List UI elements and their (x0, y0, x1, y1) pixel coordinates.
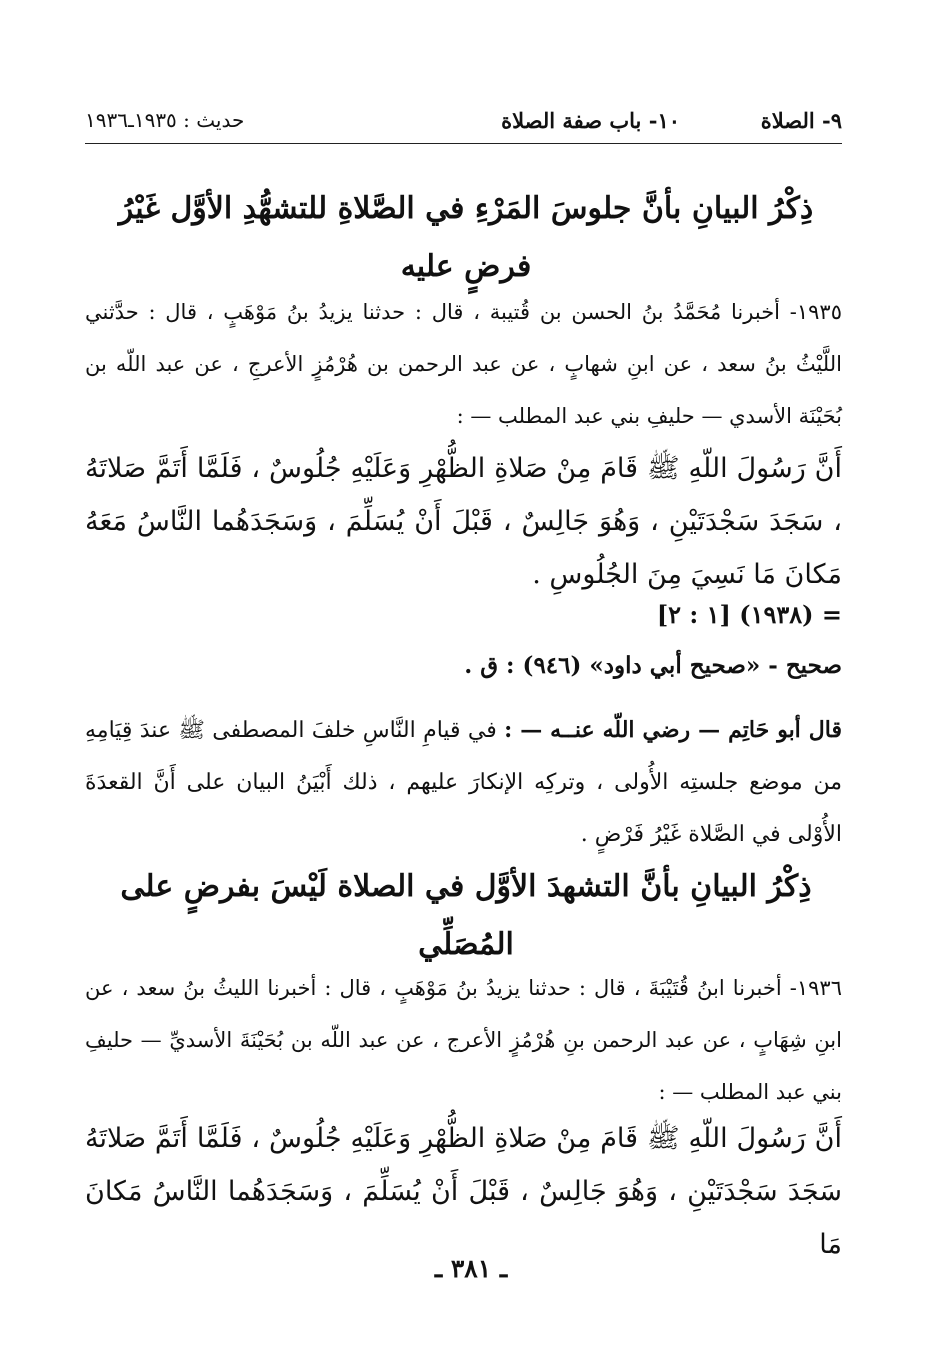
hadith-1936-matn: أَنَّ رَسُولَ اللّهِ ﷺ قَامَ مِنْ صَلاةِ الظُّهْرِ وَعَلَيْهِ جُلُوسٌ ، فَلَمَّا أَتَمَّ صَلاتَهُ سَجَدَ سَجْدَتَيْنِ ، وَهُوَ جَالِسٌ ، قَبْلَ أَنْ يُسَلِّمَ ، وَسَجَدَهُما النَّاسُ مَكانَ مَا (85, 1123, 842, 1260)
hadith-grading: صحيح - «صحيح أبي داود» (٩٤٦) : ق . (464, 652, 842, 679)
commentary-lead: قال أبو حَاتِم — رضي اللّه عنــه — : (504, 717, 842, 743)
header-chapter-title: ١٠- باب صفة الصلاة (501, 108, 680, 133)
hadith-1935-matn: أَنَّ رَسُولَ اللّهِ ﷺ قَامَ مِنْ صَلاةِ الظُّهْرِ وَعَلَيْهِ جُلُوسٌ ، فَلَمَّا أَتَمَّ صَلاتَهُ ، سَجَدَ سَجْدَتَيْنِ ، وَهُوَ جَالِسٌ ، قَبْلَ أَنْ يُسَلِّمَ ، وَسَجَدَهُما النَّاسُ مَعَهُ مَكانَ مَا نَسِيَ مِنَ الجُلُوسِ . (85, 453, 842, 590)
commentary-text: في قيامِ النَّاسِ خلفَ المصطفى ﷺ عندَ قِيَامِهِ من موضع جلستِه الأُولى ، وتركِه الإنكارَ عليهم ، ذلك أَبْيَنُ البيان على أَنَّ القعدَةَ الأُوْلى في الصَّلاة غَيْرُ فَرْضٍ . (85, 718, 842, 847)
hadith-1936-isnad: ١٩٣٦- أخبرنا ابنُ قُتَيْبَةَ ، قال : حدثنا يزيدُ بنُ مَوْهَبٍ ، قال : أخبرنا الليثُ بنُ سعد ، عن ابنِ شِهَابٍ ، عن عبد الرحمن بنِ هُرْمُزٍ الأعرج ، عن عبد اللّه بن بُحَيْنَةَ الأسديِّ — حليفِ بني عبد المطلب — : (85, 976, 842, 1104)
section-title-1: ذِكْرُ البيانِ بأنَّ جلوسَ المَرْءِ في الصَّلاةِ للتشهُّدِ الأوَّل غَيْرُ فرضٍ عليه (118, 191, 814, 284)
hadith-1935-isnad: ١٩٣٥- أخبرنا مُحَمَّدُ بنُ الحسن بن قُتيبة ، قال : حدثنا يزيدُ بنُ مَوْهَبٍ ، قال : حدَّثني اللَّيْثُ بنُ سعد ، عن ابنِ شهابٍ ، عن عبد الرحمن بن هُرْمُزٍ الأعرجِ ، عن عبد اللّه بن بُحَيْنَة الأسدي — حليفِ بني عبد المطلب — : (85, 300, 842, 428)
cross-reference: = (١٩٣٨) [١ : ٢] (656, 600, 842, 629)
section-title-2: ذِكْرُ البيانِ بأنَّ التشهدَ الأوَّل في الصلاة لَيْسَ بفرضٍ على المُصَلِّي (120, 869, 812, 962)
page-number: ـ ٣٨١ ـ (434, 1254, 508, 1283)
header-divider (85, 143, 842, 144)
running-header (85, 108, 842, 142)
header-book-title: ٩- الصلاة (760, 108, 842, 133)
commentary-paragraph (85, 704, 842, 861)
header-hadith-range: حديث : ١٩٣٥ـ١٩٣٦ (85, 108, 245, 132)
